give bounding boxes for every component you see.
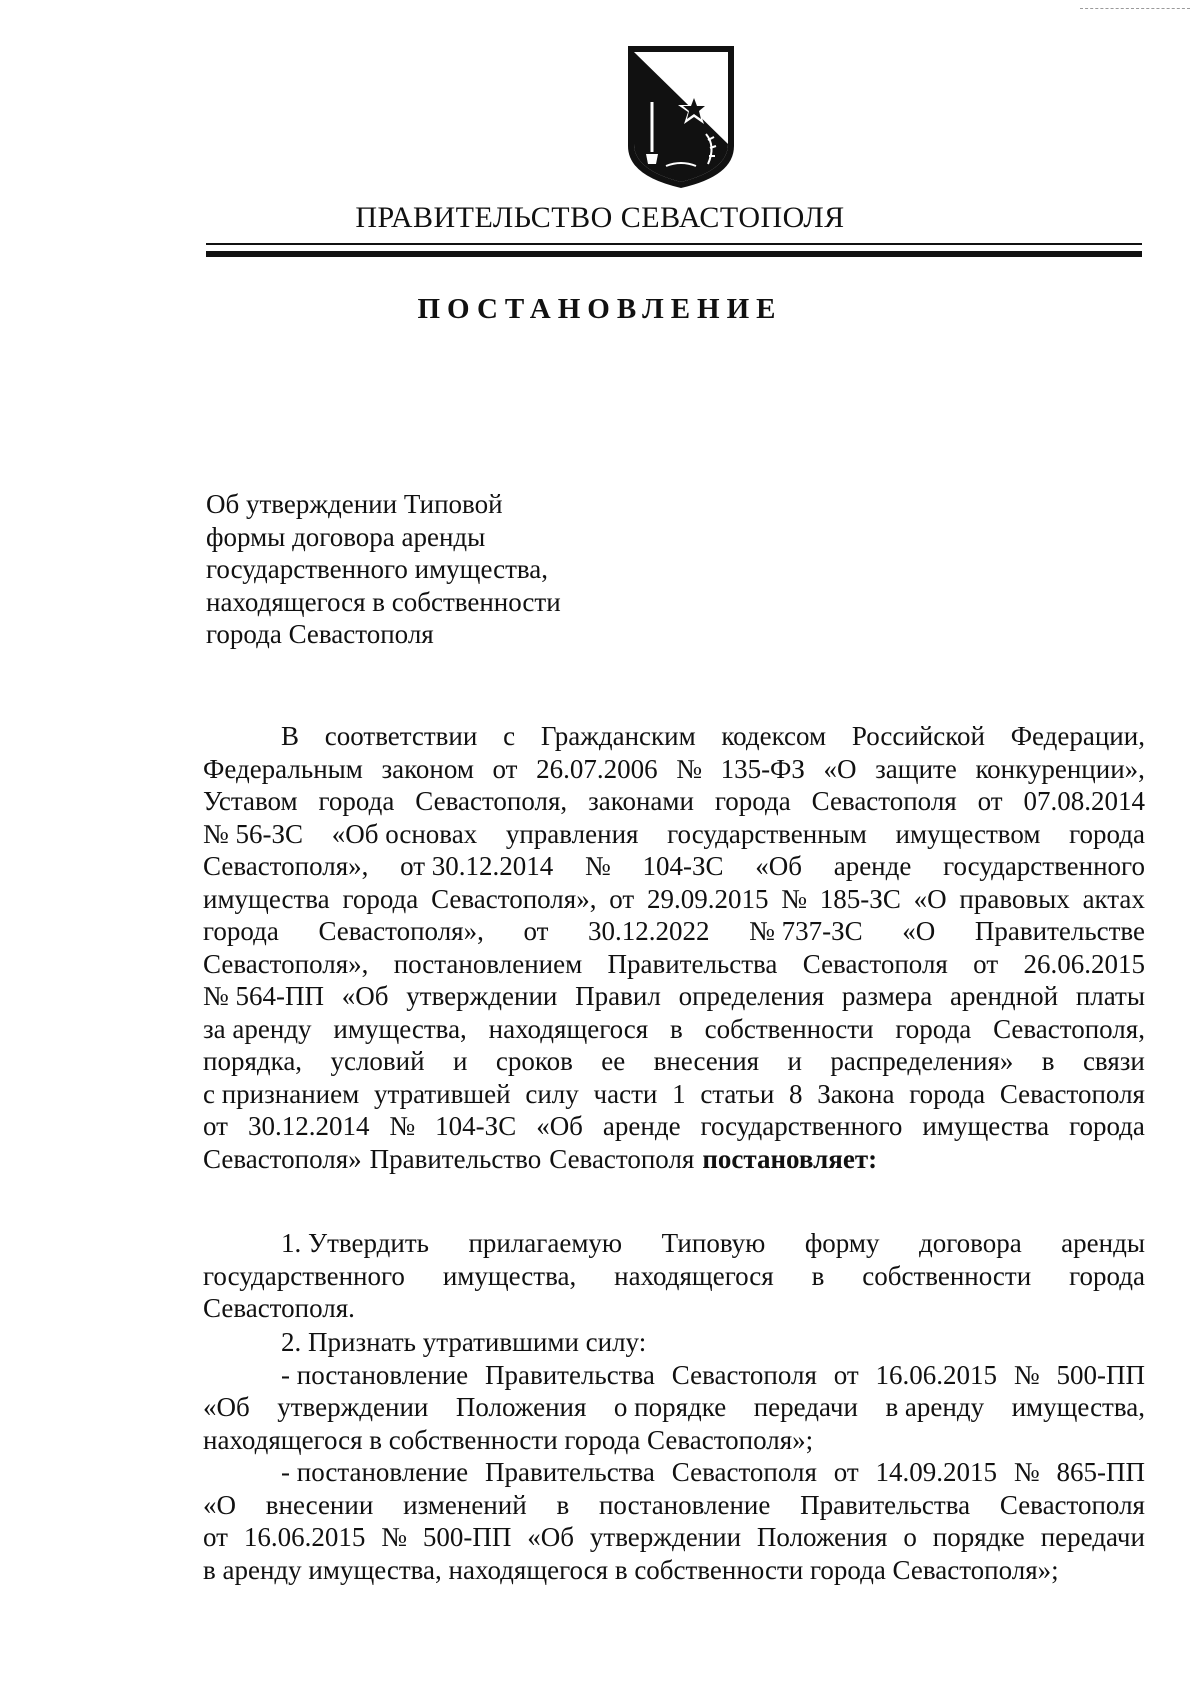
text-fragment: города: [714, 786, 791, 816]
text-fragment: «Об: [341, 981, 389, 1011]
text-fragment: Закона: [817, 1078, 895, 1109]
subject-line: города Севастополя: [206, 619, 434, 649]
text-fragment: управления: [505, 818, 639, 849]
text-fragment: 1. Утвердить: [281, 1228, 429, 1258]
text-fragment: «Об: [203, 1392, 250, 1422]
preamble-line: [203, 818, 1145, 851]
text-fragment: 2. Признать утратившими силу:: [281, 1327, 647, 1357]
preamble-paragraph: [203, 720, 1145, 1175]
text-fragment: города: [895, 1013, 972, 1044]
text-fragment: города: [318, 786, 395, 816]
text-fragment: 500-ПП: [422, 1522, 512, 1552]
text-fragment: связи: [1082, 1046, 1145, 1076]
text-fragment: Севастополя»,: [318, 916, 484, 946]
text-fragment: имущества: [922, 1111, 1050, 1141]
text-fragment: от: [973, 948, 999, 979]
text-fragment: №: [1013, 1457, 1040, 1487]
text-fragment: Федеральным: [203, 753, 363, 784]
text-fragment: Севастополя»: [203, 1143, 362, 1174]
text-fragment: Правительстве: [974, 916, 1145, 946]
item-line: [203, 1424, 1145, 1457]
text-fragment: № 737-ЗС: [749, 916, 863, 946]
text-fragment: в аренду: [885, 1392, 985, 1422]
item-heading: [203, 1326, 1145, 1359]
text-fragment: Правительства: [485, 1359, 655, 1390]
text-fragment: находящегося в собственности города Севастополя»;: [203, 1424, 814, 1455]
text-fragment: определения: [678, 981, 825, 1011]
text-fragment: законом: [381, 753, 474, 784]
text-fragment: имущества: [203, 883, 330, 914]
text-fragment: постановлением: [393, 948, 583, 979]
text-fragment: от: [609, 883, 635, 914]
text-fragment: части: [593, 1078, 658, 1109]
preamble-line: [203, 1013, 1145, 1046]
text-fragment: Уставом: [203, 786, 298, 816]
text-fragment: №: [781, 883, 808, 914]
text-fragment: №: [389, 1111, 416, 1141]
text-fragment: находящегося: [614, 1260, 774, 1291]
text-fragment: от: [203, 1522, 228, 1552]
text-fragment: аренды: [1061, 1228, 1145, 1258]
text-fragment: Севастополя: [999, 1489, 1145, 1520]
text-fragment: Севастополя»,: [431, 883, 597, 914]
text-fragment: Севастополя: [671, 1457, 817, 1487]
text-fragment: 16.06.2015: [243, 1522, 366, 1552]
item-line: [203, 1391, 1145, 1424]
text-fragment: внесения: [653, 1046, 760, 1076]
text-fragment: Севастополя,: [993, 1013, 1145, 1044]
text-fragment: «Об основах: [331, 818, 478, 849]
text-fragment: соответствии: [324, 721, 478, 751]
text-fragment: от 30.12.2014: [400, 851, 554, 881]
text-fragment: от: [977, 786, 1003, 816]
text-fragment: передачи: [1040, 1522, 1145, 1552]
preamble-line: [203, 1110, 1145, 1143]
text-fragment: внесении: [265, 1489, 374, 1520]
text-fragment: 104-ЗС: [642, 851, 724, 881]
text-fragment: Севастополя»,: [203, 948, 369, 979]
text-fragment: кодексом: [721, 721, 827, 751]
text-fragment: В: [281, 721, 300, 751]
text-fragment: города: [342, 883, 419, 914]
text-fragment: города: [1069, 818, 1145, 849]
text-fragment: Севастополя: [811, 786, 957, 816]
sevastopol-coat-of-arms-icon: [624, 42, 738, 190]
text-fragment: 865-ПП: [1056, 1457, 1145, 1487]
text-fragment: арендной: [950, 981, 1059, 1011]
text-fragment: с: [503, 721, 516, 751]
text-fragment: ее: [601, 1046, 626, 1076]
text-fragment: № 564-ПП: [203, 981, 324, 1011]
text-fragment: №: [1013, 1359, 1040, 1390]
text-fragment: 26.06.2015: [1023, 948, 1145, 979]
text-fragment: с признанием: [203, 1078, 360, 1109]
text-fragment: порядка,: [203, 1046, 303, 1076]
text-fragment: 14.09.2015: [875, 1457, 998, 1487]
text-fragment: 16.06.2015: [875, 1359, 998, 1390]
text-fragment: имущества,: [442, 1260, 577, 1291]
text-fragment: от: [523, 916, 549, 946]
text-fragment: изменений: [403, 1489, 527, 1520]
scan-edge-mark: [1080, 8, 1190, 9]
preamble-line: [203, 915, 1145, 948]
text-fragment: 07.08.2014: [1023, 786, 1145, 816]
text-fragment: и: [787, 1046, 802, 1076]
item-line: [203, 1489, 1145, 1522]
item-2-paragraph: [203, 1326, 1145, 1586]
text-fragment: - постановление: [281, 1359, 469, 1390]
text-fragment: Гражданским: [540, 721, 696, 751]
text-fragment: города: [203, 916, 279, 946]
text-fragment: законами: [588, 786, 694, 816]
text-fragment: «Об: [536, 1111, 583, 1141]
text-fragment: и: [452, 1046, 468, 1076]
text-fragment: Севастополя: [549, 1143, 695, 1174]
organization-name: ПРАВИТЕЛЬСТВО СЕВАСТОПОЛЯ: [355, 201, 845, 234]
text-fragment: - постановление: [281, 1457, 469, 1487]
text-fragment: в: [811, 1260, 825, 1291]
text-fragment: Федерации,: [1010, 721, 1145, 751]
text-fragment: 30.12.2022: [588, 916, 710, 946]
text-fragment: правовых: [959, 883, 1070, 914]
item-line: [203, 1359, 1145, 1392]
text-fragment: сроков: [495, 1046, 573, 1076]
text-fragment: государственным: [667, 818, 867, 849]
preamble-line: [203, 753, 1145, 786]
text-fragment: передачи: [753, 1392, 858, 1422]
text-fragment: в: [670, 1013, 683, 1044]
text-fragment: «О: [203, 1489, 236, 1520]
header-rule-thin: [206, 243, 1142, 245]
text-fragment: в: [1041, 1046, 1055, 1076]
document-subject: [206, 488, 726, 651]
text-fragment: №: [676, 753, 702, 784]
text-fragment: города: [1069, 1111, 1145, 1141]
text-fragment: за аренду: [203, 1013, 312, 1044]
text-fragment: города: [1069, 1260, 1145, 1291]
item-line: [203, 1554, 1145, 1587]
item-line: [203, 1227, 1145, 1260]
text-fragment: имущества,: [333, 1013, 467, 1044]
text-fragment: силу: [525, 1078, 579, 1109]
text-fragment: условий: [330, 1046, 425, 1076]
text-fragment: 500-ПП: [1056, 1359, 1145, 1390]
text-fragment: Севастополя: [999, 1078, 1145, 1109]
text-fragment: 1: [672, 1078, 686, 1109]
text-fragment: форму: [804, 1228, 880, 1258]
preamble-line: [203, 948, 1145, 981]
text-fragment: договора: [918, 1228, 1022, 1258]
text-fragment: государственного: [943, 851, 1145, 881]
text-fragment: Севастополя: [802, 948, 948, 979]
text-fragment: прилагаемую: [468, 1228, 623, 1258]
text-fragment: №: [381, 1522, 407, 1552]
text-fragment: Правил: [575, 981, 661, 1011]
text-fragment: аренде: [602, 1111, 681, 1141]
text-fragment: от: [203, 1111, 228, 1141]
preamble-line: [203, 720, 1145, 753]
text-fragment: «Об: [527, 1522, 575, 1552]
item-line: [203, 1521, 1145, 1554]
text-fragment: 135-ФЗ: [720, 753, 805, 784]
text-fragment: утверждении: [406, 981, 558, 1011]
text-fragment: имущества,: [1011, 1392, 1145, 1422]
preamble-line: [203, 785, 1145, 818]
text-fragment: 104-ЗС: [435, 1111, 517, 1141]
text-fragment: защите: [875, 753, 957, 784]
text-fragment: о порядке: [613, 1392, 727, 1422]
text-fragment: Севастополя,: [415, 786, 568, 816]
text-fragment: №: [585, 851, 611, 881]
text-fragment: утверждении: [277, 1392, 429, 1422]
text-fragment: собственности: [862, 1260, 1032, 1291]
item-line: [203, 1292, 1145, 1325]
text-fragment: Севастополя»,: [203, 851, 369, 881]
text-fragment: 30.12.2014: [247, 1111, 370, 1141]
text-fragment: в аренду имущества, находящегося в собственности города Севастополя»;: [203, 1554, 1059, 1585]
text-fragment: Правительства: [485, 1457, 655, 1487]
text-fragment: 185-ЗС: [819, 883, 901, 914]
preamble-line: [203, 980, 1145, 1013]
text-fragment: 26.07.2006: [536, 753, 658, 784]
text-fragment: Положения: [455, 1392, 587, 1422]
subject-line: государственного имущества,: [206, 554, 549, 584]
text-fragment: утверждении: [589, 1522, 742, 1552]
text-fragment: утратившей: [373, 1078, 511, 1109]
text-fragment: конкуренции»,: [975, 753, 1145, 784]
text-fragment: Положения: [756, 1522, 888, 1552]
text-fragment: «Об: [755, 851, 802, 881]
subject-line: находящегося в собственности: [206, 586, 561, 617]
text-fragment: аренде: [833, 851, 912, 881]
subject-line: Об утверждении Типовой: [206, 489, 503, 519]
preamble-line: [203, 1045, 1145, 1078]
text-fragment: «О: [902, 916, 936, 946]
text-fragment: города: [909, 1078, 986, 1109]
preamble-line: [203, 883, 1145, 916]
text-fragment: в: [556, 1489, 570, 1520]
text-fragment: находящегося: [488, 1013, 649, 1044]
text-fragment: государственного: [700, 1111, 903, 1141]
text-fragment: от: [833, 1359, 859, 1390]
text-fragment: Типовую: [661, 1228, 766, 1258]
text-fragment: Правительства: [800, 1489, 971, 1520]
text-fragment: распределения»: [830, 1046, 1014, 1076]
text-fragment: «О: [913, 883, 947, 914]
text-fragment: статьи: [700, 1078, 775, 1109]
text-fragment: 8: [789, 1078, 803, 1109]
preamble-line: [203, 1143, 1145, 1176]
header-rule-thick: [206, 251, 1142, 257]
text-fragment: Правительства: [607, 948, 778, 979]
preamble-line: [203, 1078, 1145, 1111]
text-fragment: Севастополя.: [203, 1293, 355, 1323]
text-fragment: № 56-ЗС: [203, 818, 304, 849]
subject-line: формы договора аренды: [206, 521, 486, 552]
text-fragment: о: [903, 1522, 917, 1552]
text-fragment: постановление: [598, 1489, 771, 1520]
text-fragment: размера: [841, 981, 933, 1011]
text-fragment: порядке: [932, 1522, 1025, 1552]
text-fragment: Севастополя: [671, 1359, 817, 1390]
text-fragment: Российской: [851, 721, 985, 751]
text-fragment: Правительство: [369, 1143, 542, 1174]
text-fragment: имуществом: [895, 818, 1041, 849]
resolves-keyword: постановляет:: [702, 1143, 878, 1174]
text-fragment: платы: [1075, 981, 1145, 1011]
text-fragment: актах: [1082, 883, 1145, 914]
item-line: [203, 1456, 1145, 1489]
text-fragment: 29.09.2015: [646, 883, 769, 914]
text-fragment: «О: [823, 753, 857, 784]
text-fragment: от: [833, 1457, 859, 1487]
text-fragment: государственного: [203, 1260, 405, 1291]
document-type-title: ПОСТАНОВЛЕНИЕ: [417, 293, 783, 325]
preamble-line: [203, 850, 1145, 883]
text-fragment: собственности: [704, 1013, 874, 1044]
item-line: [203, 1260, 1145, 1293]
text-fragment: от: [492, 753, 518, 784]
item-1-paragraph: [203, 1227, 1145, 1325]
